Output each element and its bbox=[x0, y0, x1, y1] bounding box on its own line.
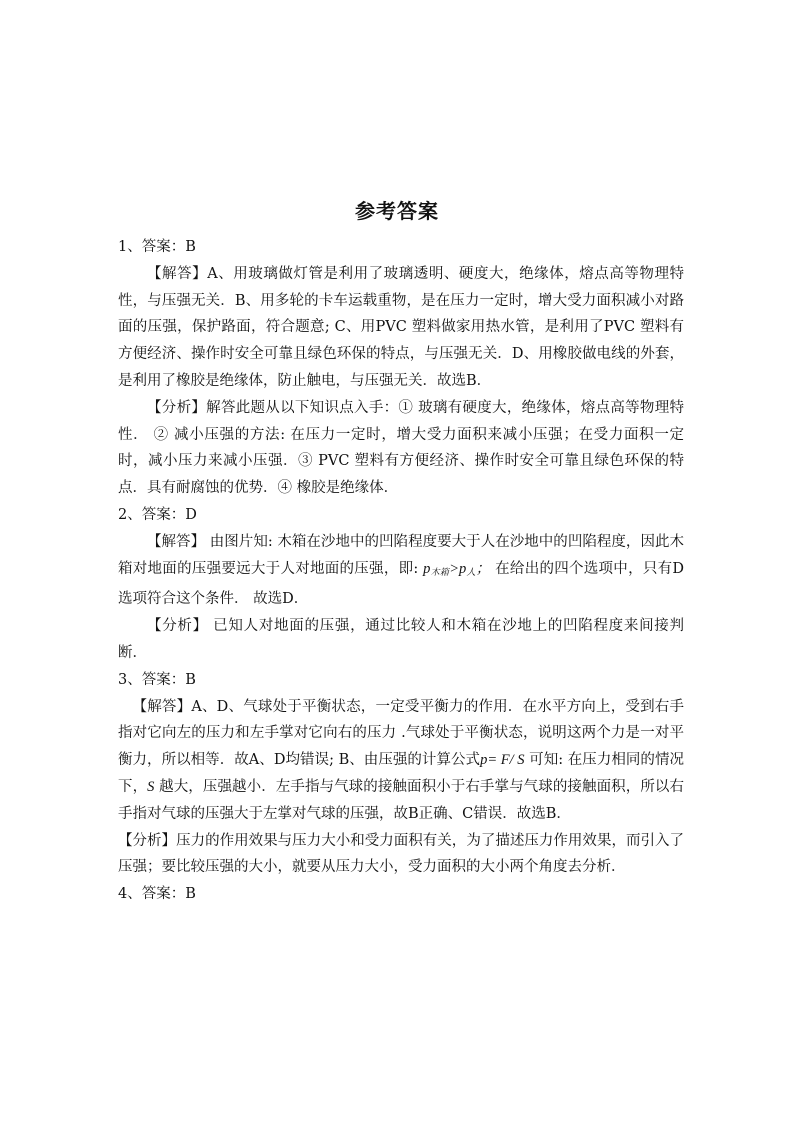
solution-2 bbox=[118, 529, 684, 613]
solution-3-text-a: A、D、气球处于平衡状态，一定受平衡力的作用．在水平方向上，受到右手指对它向左的压力和左手掌对它向右的压力 .气球处于平衡状态，说明这两个力是一对平衡力，所以相等．故A、D均错误; B、由压强的计算公式 bbox=[118, 698, 684, 769]
solution-1-tag: 【解答】 bbox=[147, 265, 208, 282]
analysis-2 bbox=[118, 613, 684, 667]
answer-4: 4、答案：B bbox=[118, 886, 196, 903]
answer-1: 1、答案：B bbox=[118, 239, 196, 255]
formula-sub-box: 木箱 bbox=[430, 567, 450, 578]
analysis-2-text: 已知人对地面的压强，通过比较人和木箱在沙地上的凹陷程度来间接判断． bbox=[118, 618, 685, 661]
answer-content bbox=[118, 234, 684, 908]
solution-3 bbox=[118, 694, 684, 828]
answer-3: 3、答案：B bbox=[118, 671, 196, 688]
analysis-2-tag: 【分析】 bbox=[147, 618, 208, 635]
solution-2-text-a: 由图片知: 木箱在沙地中的凹陷程度要大于人在沙地中的凹陷程度，因此木箱对地面的压强要远大于人对地面的压强，即: bbox=[118, 533, 685, 577]
solution-2-text-b: 在给出的四个选项中，只有D选项符合这个条件． 故选D． bbox=[118, 560, 684, 608]
solution-1-text: A、用玻璃做灯管是利用了玻璃透明、硬度大，绝缘体，熔点高等物理特性，与压强无关．B、用多轮的卡车运载重物，是在压力一定时，增大受力面积减小对路面的压强，保护路面，符合题意; C、用PVC 塑料做家用热水管，是利用了PVC 塑料有方便经济、操作时安全可靠且绿色环保的特点，与压强无关．D、用橡胶做电线的外套，是利用了橡胶是绝缘体，防止触电，与压强无关．故选B． bbox=[118, 265, 685, 389]
analysis-3-tag: 【分析】 bbox=[118, 832, 177, 849]
analysis-1 bbox=[118, 395, 684, 502]
page-title: 参考答案 bbox=[355, 199, 439, 223]
formula-p-person: p bbox=[458, 560, 467, 577]
solution-2-tag: 【解答】 bbox=[147, 533, 206, 550]
formula-sub-person: 人 bbox=[466, 567, 476, 578]
solution-3-text-c: 越大，压强越小．左手指与气球的接触面积小于右手掌与气球的接触面积，所以右手指对气球的压强大于左掌对气球的压强，故B正确、C错误．故选B． bbox=[118, 778, 685, 822]
analysis-1-tag: 【分析】 bbox=[147, 399, 207, 416]
analysis-1-text: 解答此题从以下知识点入手：① 玻璃有硬度大，绝缘体，熔点高等物理特性． ② 减小压强的方法: 在压力一定时，增大受力面积来减小压强；在受力面积一定时，减小压力来减小压强．③ PVC 塑料有方便经济、操作时安全可靠且绿色环保的特点．具有耐腐蚀的优势．④ 橡胶是绝缘体． bbox=[118, 399, 684, 497]
formula-separator: ； bbox=[475, 560, 491, 577]
formula-greater-than: > bbox=[449, 560, 459, 577]
solution-3-tag: 【解答】 bbox=[132, 698, 192, 715]
answer-2: 2、答案：D bbox=[118, 506, 197, 523]
solution-1 bbox=[118, 261, 684, 395]
solution-3-text-b: 可知: 在压力相同的情况下， bbox=[118, 752, 684, 795]
pressure-formula: p= F/ S bbox=[480, 752, 525, 769]
analysis-3 bbox=[118, 828, 684, 882]
formula-p-box: p bbox=[423, 560, 431, 577]
formula-s: S bbox=[147, 778, 155, 795]
analysis-3-text: 压力的作用效果与压力大小和受力面积有关，为了描述压力作用效果，而引入了压强；要比较压强的大小，就要从压力大小，受力面积的大小两个角度去分析． bbox=[118, 832, 685, 876]
